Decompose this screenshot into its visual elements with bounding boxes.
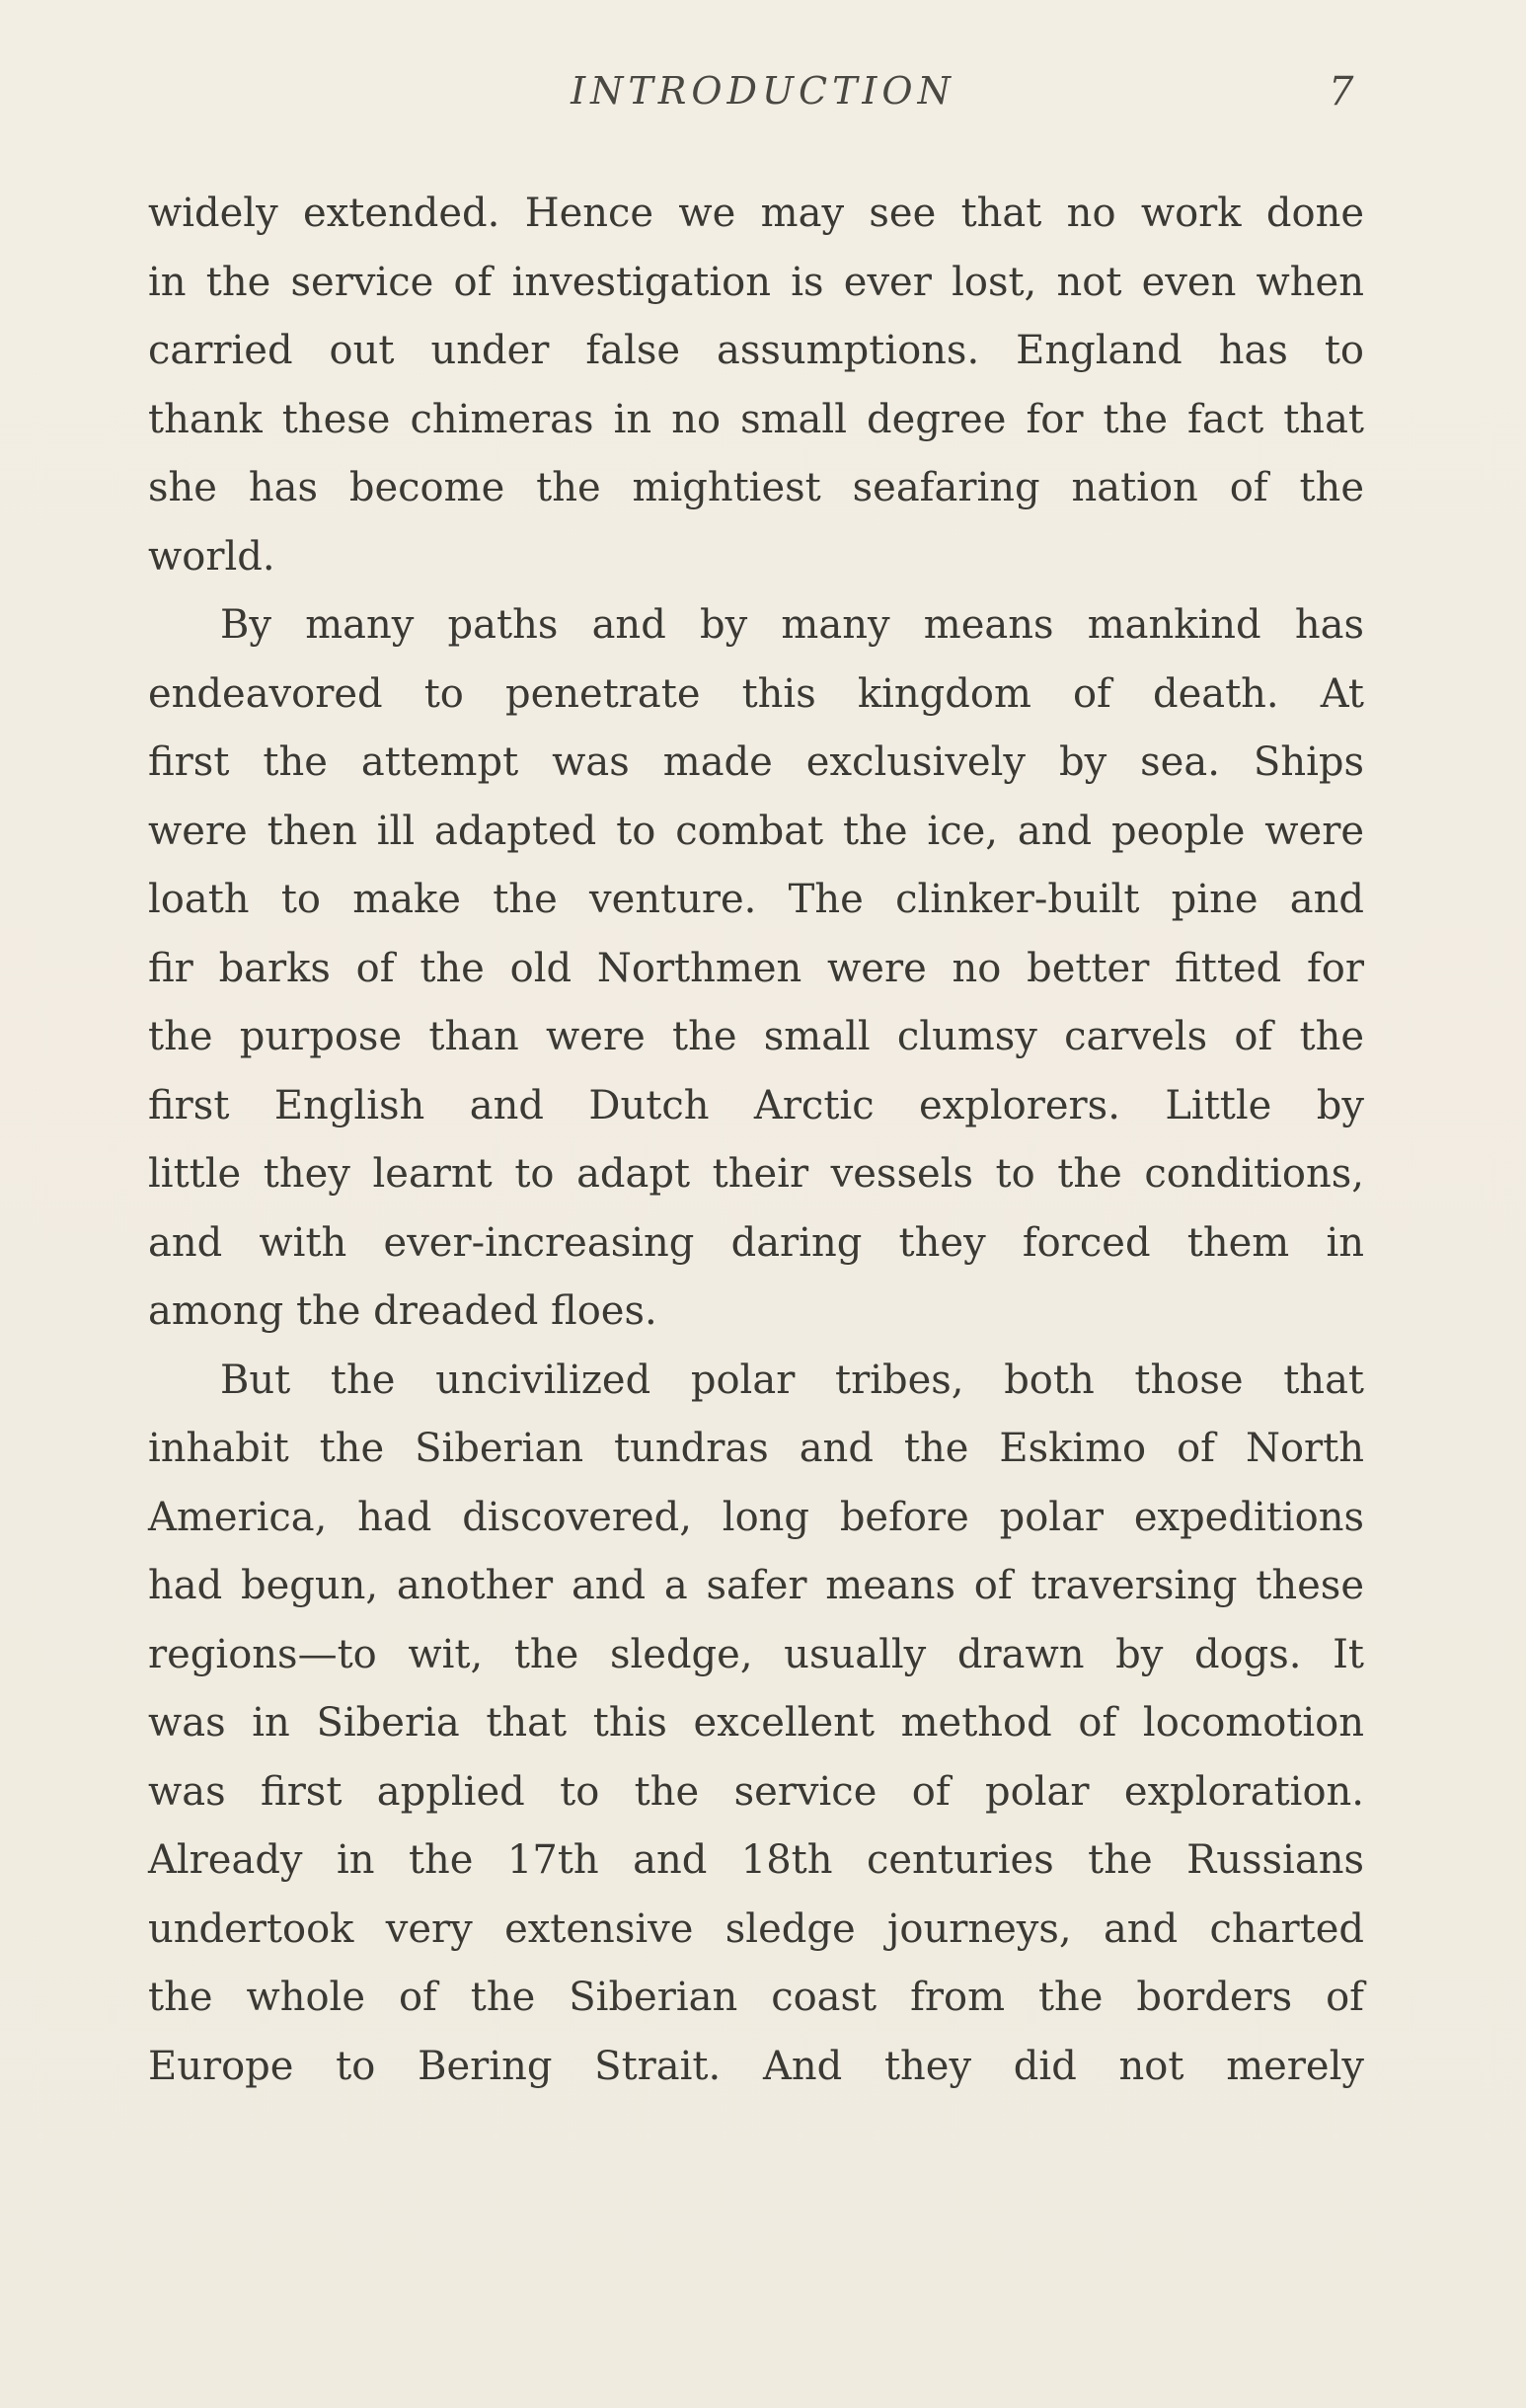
text-line: inhabit the Siberian tundras and the Eskimo of North [148, 1426, 1364, 1471]
text-line: fir barks of the old Northmen were no better fitted for [148, 945, 1364, 991]
text-line: first the attempt was made exclusively by sea. Ships [148, 739, 1364, 785]
text-line: world. [148, 533, 275, 580]
page-number: 7 [1329, 69, 1354, 115]
body-text [148, 180, 1364, 2101]
text-line: had begun, another and a safer means of traversing these [148, 1563, 1364, 1608]
text-line: among the dreaded floes. [148, 1288, 657, 1334]
text-line: and with ever-increasing daring they forced them in [148, 1219, 1364, 1266]
text-line: endeavored to penetrate this kingdom of death. At [148, 670, 1364, 717]
text-line: she has become the mightiest seafaring nation of the [148, 465, 1364, 510]
text-line: the whole of the Siberian coast from the borders of [148, 1975, 1364, 2020]
text-line: undertook very extensive sledge journeys, and charted [148, 1905, 1364, 1952]
text-line: in the service of investigation is ever lost, not even when [148, 259, 1364, 305]
running-head-title: INTRODUCTION [571, 69, 955, 113]
text-line: were then ill adapted to combat the ice, and people were [148, 808, 1364, 854]
text-line: little they learnt to adapt their vessels to the conditions, [148, 1151, 1364, 1197]
text-line: America, had discovered, long before polar expeditions [148, 1494, 1364, 1540]
text-line: Europe to Bering Strait. And they did not merely [148, 2043, 1364, 2089]
text-line: Already in the 17th and 18th centuries the Russians [148, 1837, 1364, 1883]
text-line: was in Siberia that this excellent method of locomotion [148, 1700, 1364, 1746]
text-line: first English and Dutch Arctic explorers. Little by [148, 1082, 1364, 1128]
text-line: But the uncivilized polar tribes, both those that [220, 1357, 1364, 1403]
text-line: carried out under false assumptions. England has to [148, 328, 1364, 373]
text-line: widely extended. Hence we may see that no work done [148, 191, 1364, 236]
text-line: regions—to wit, the sledge, usually drawn by dogs. It [148, 1631, 1364, 1677]
text-line: the purpose than were the small clumsy carvels of the [148, 1014, 1364, 1059]
text-line: By many paths and by many means mankind has [220, 602, 1364, 648]
text-line: loath to make the venture. The clinker-built pine and [148, 877, 1364, 922]
text-line: was first applied to the service of polar exploration. [148, 1768, 1364, 1815]
text-line: thank these chimeras in no small degree for the fact that [148, 396, 1364, 442]
running-head [0, 69, 1526, 128]
